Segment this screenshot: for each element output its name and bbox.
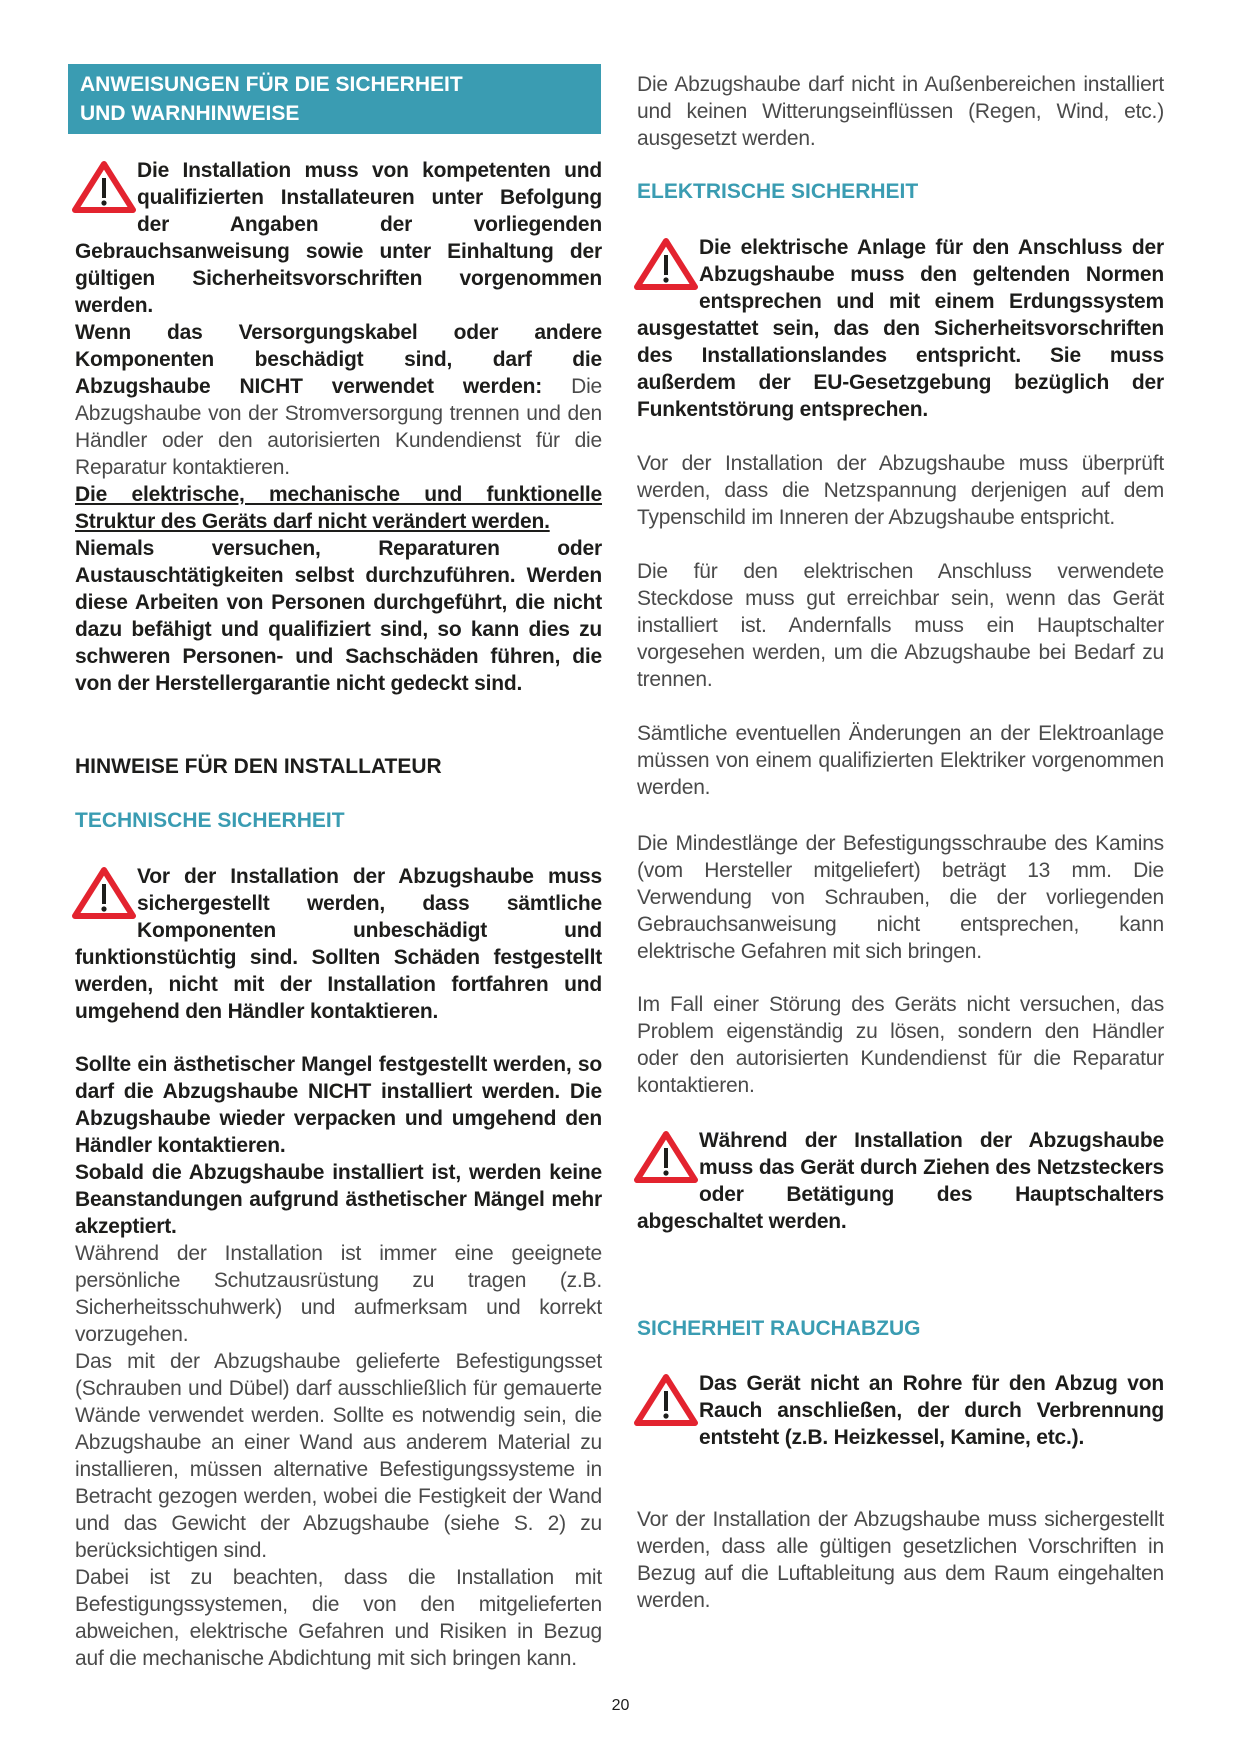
aesthetic-defect-text: Sollte ein ästhetischer Mangel festgestellt werden, so darf die Abzugshaube NICHT installiert werden. Die Abzugshaube wieder verpacken und umgehend den Händler kontaktieren. (75, 1053, 602, 1157)
warning-components (75, 863, 602, 1025)
screw-length-text: Die Mindestlänge der Befestigungsschraube des Kamins (vom Hersteller mitgeliefert) beträgt 13 mm. Die Verwendung von Schrauben, die der vorliegenden Gebrauchsanweisung nicht entsprechen, kann elektrische Gefahren mit sich bringen. (637, 832, 1164, 963)
warning-icon (71, 866, 137, 920)
modifications-text: Sämtliche eventuellen Änderungen an der Elektroanlage müssen von einem qualifizierten Elektriker vorgenommen werden. (637, 722, 1164, 799)
section-header-safety (68, 64, 601, 134)
warning-icon (633, 237, 699, 291)
fixing-risk-text: Dabei ist zu beachten, dass die Installation mit Befestigungssystemen, die von den mitgelieferten abweichen, elektrische Gefahren und Risiken in Bezug auf die mechanische Abdichtung mit sich bringen kann. (75, 1566, 602, 1670)
aesthetic-section (75, 1051, 602, 1672)
warning-disconnect (637, 1127, 1164, 1235)
page-number: 20 (611, 1697, 630, 1714)
warning-text: Die Installation muss von kompetenten und qualifizierten Installateuren unter Befolgung der Angaben der vorliegenden Gebrauchsanweisung sowie unter Einhaltung der gültigen Sicherheitsvorschriften vorgenommen werden. (75, 159, 602, 317)
complaints-text: Sobald die Abzugshaube installiert ist, werden keine Beanstandungen aufgrund ästhetischer Mängel mehr akzeptiert. (75, 1161, 602, 1238)
smoke-safety-heading: SICHERHEIT RAUCHABZUG (637, 1317, 921, 1340)
structure-warning: Die elektrische, mechanische und funktionelle Struktur des Geräts darf nicht verändert werden. (75, 483, 602, 533)
warning-icon (633, 1373, 699, 1427)
header-line: UND WARNHINWEISE (80, 102, 300, 125)
installer-heading: HINWEISE FÜR DEN INSTALLATEUR (75, 755, 442, 778)
warning-text: Die elektrische Anlage für den Anschluss der Abzugshaube muss den geltenden Normen entsprechen und mit einem Erdungssystem ausgestattet sein, das den Sicherheitsvorschriften des Installationslandes entspricht. Sie muss außerdem der EU-Gesetzgebung bezüglich der Funkentstörung entsprechen. (637, 236, 1164, 421)
air-discharge-text: Vor der Installation der Abzugshaube muss sichergestellt werden, dass alle gültigen gesetzlichen Vorschriften in Bezug auf die Luftableitung aus dem Raum eingehalten werden. (637, 1508, 1164, 1612)
warning-text: Während der Installation der Abzugshaube muss das Gerät durch Ziehen des Netzsteckers oder Betätigung des Hauptschalters abgeschaltet werden. (637, 1129, 1164, 1233)
cable-warning: Wenn das Versorgungskabel oder andere Komponenten beschädigt sind, darf die Abzugshaube NICHT verwendet werden: (75, 321, 602, 398)
warning-smoke (637, 1370, 1164, 1451)
repair-warning: Niemals versuchen, Reparaturen oder Austauschtätigkeiten selbst durchzuführen. Werden diese Arbeiten von Personen durchgeführt, die nicht dazu befähigt und qualifiziert sind, so kann dies zu schweren Personen- und Sachschäden führen, die von der Herstellergarantie nicht gedeckt sind. (75, 537, 602, 695)
outdoor-text: Die Abzugshaube darf nicht in Außenbereichen installiert und keinen Witterungseinflüssen (Regen, Wind, etc.) ausgesetzt werden. (637, 73, 1164, 150)
ppe-text: Während der Installation ist immer eine geeignete persönliche Schutzausrüstung zu tragen (z.B. Sicherheitsschuhwerk) und aufmerksam und korrekt vorzugehen. (75, 1242, 602, 1346)
warning-text: Das Gerät nicht an Rohre für den Abzug von Rauch anschließen, der durch Verbrennung entsteht (z.B. Heizkessel, Kamine, etc.). (699, 1372, 1164, 1449)
technical-safety-heading: TECHNISCHE SICHERHEIT (75, 809, 345, 832)
warning-icon (71, 160, 137, 214)
warning-text: Vor der Installation der Abzugshaube muss sichergestellt werden, dass sämtliche Komponenten unbeschädigt und funktionstüchtig sind. Sollten Schäden festgestellt werden, nicht mit der Installation fortfahren und umgehend den Händler kontaktieren. (75, 865, 602, 1023)
header-line: ANWEISUNGEN FÜR DIE SICHERHEIT (80, 73, 463, 96)
warning-installation (75, 157, 602, 697)
voltage-text: Vor der Installation der Abzugshaube muss überprüft werden, dass die Netzspannung derjenigen auf dem Typenschild im Inneren der Abzugshaube entspricht. (637, 452, 1164, 529)
socket-text: Die für den elektrischen Anschluss verwendete Steckdose muss gut erreichbar sein, wenn das Gerät installiert ist. Andernfalls muss ein Hauptschalter vorgesehen werden, um die Abzugshaube bei Bedarf zu trennen. (637, 560, 1164, 691)
warning-icon (633, 1130, 699, 1184)
fixing-set-text: Das mit der Abzugshaube gelieferte Befestigungsset (Schrauben und Dübel) darf ausschließlich für gemauerte Wände verwendet werden. Sollte es notwendig sein, die Abzugshaube an einer Wand aus anderem Material zu installieren, müssen alternative Befestigungssysteme in Betracht gezogen werden, wobei die Festigkeit der Wand und das Gewicht der Abzugshaube (siehe S. 2) zu berücksichtigen sind. (75, 1350, 602, 1562)
electrical-safety-heading: ELEKTRISCHE SICHERHEIT (637, 180, 919, 203)
warning-electrical (637, 234, 1164, 423)
cable-instruction: Die Abzugshaube von der Stromversorgung trennen und den Händler oder den autorisierten Kundendienst für die Reparatur kontaktieren. (75, 375, 603, 479)
malfunction-text: Im Fall einer Störung des Geräts nicht versuchen, das Problem eigenständig zu lösen, sondern den Händler oder den autorisierten Kundendienst für die Reparatur kontaktieren. (637, 993, 1164, 1097)
